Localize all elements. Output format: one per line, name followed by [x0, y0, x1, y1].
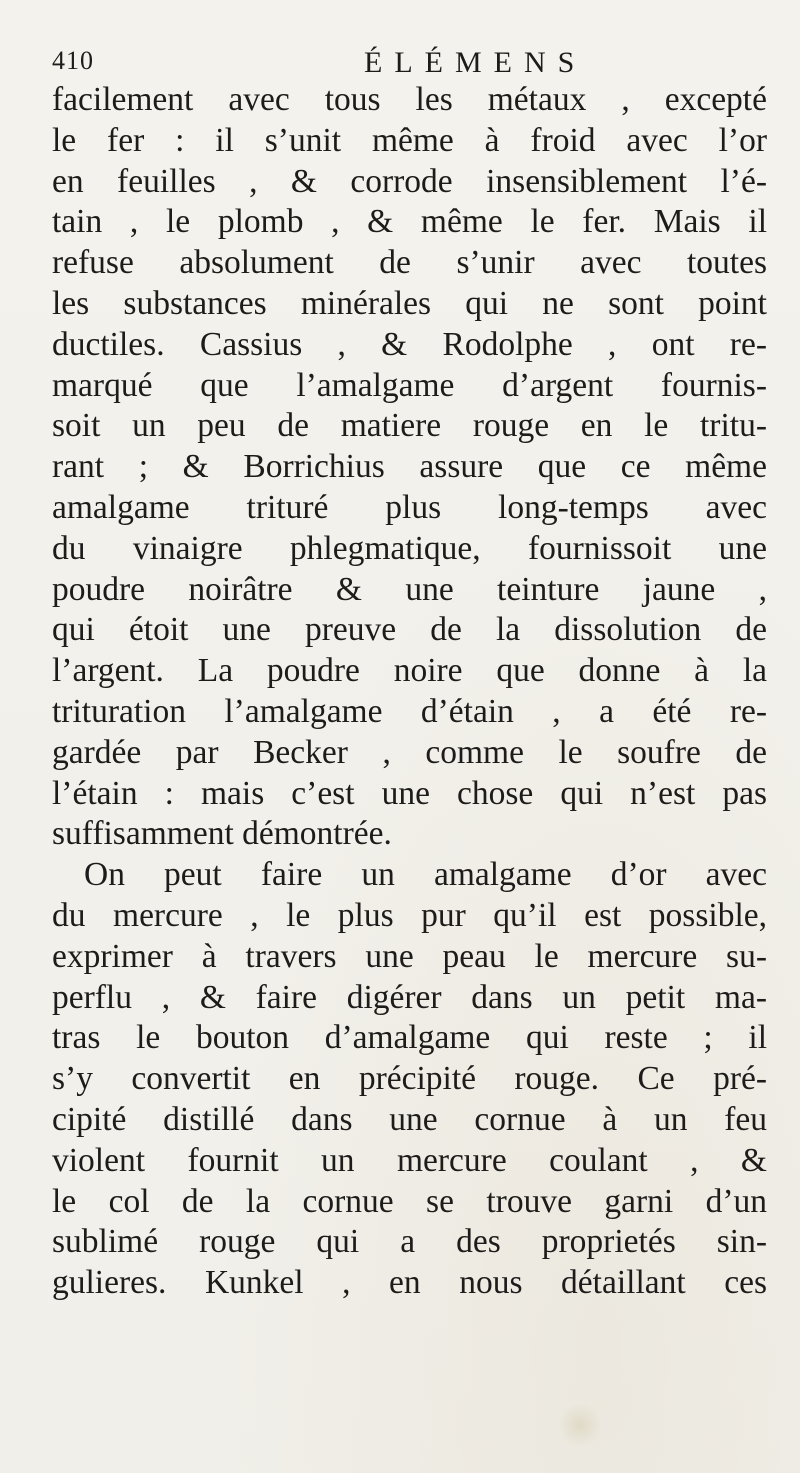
- text-line: sublimé rouge qui a des proprietés sin-: [52, 1223, 767, 1261]
- text-line: gardée par Becker , comme le soufre de: [52, 733, 767, 771]
- text-line: qui étoit une preuve de la dissolution de: [52, 611, 767, 649]
- text-line: gulieres. Kunkel , en nous détaillant ces: [52, 1264, 767, 1302]
- page-number: 410: [52, 46, 94, 75]
- text-line: soit un peu de matiere rouge en le tritu-: [52, 407, 767, 445]
- text-line: en feuilles , & corrode insensiblement l’é-: [52, 162, 767, 200]
- text-line: rant ; & Borrichius assure que ce même: [52, 448, 767, 486]
- text-line: le col de la cornue se trouve garni d’un: [52, 1182, 767, 1220]
- text-line: s’y convertit en précipité rouge. Ce pré-: [52, 1060, 767, 1098]
- body-text: [52, 80, 767, 1304]
- text-line: les substances minérales qui ne sont point: [52, 284, 767, 322]
- text-line: trituration l’amalgame d’étain , a été re-: [52, 692, 767, 730]
- paper-stain: [560, 1400, 600, 1450]
- text-line: amalgame trituré plus long-temps avec: [52, 488, 767, 526]
- text-line: violent fournit un mercure coulant , &: [52, 1141, 767, 1179]
- text-line: cipité distillé dans une cornue à un feu: [52, 1100, 767, 1138]
- text-line: poudre noirâtre & une teinture jaune ,: [52, 570, 767, 608]
- text-line: l’étain : mais c’est une chose qui n’est pas: [52, 774, 767, 812]
- text-line: facilement avec tous les métaux , excepté: [52, 81, 767, 118]
- text-line: refuse absolument de s’unir avec toutes: [52, 244, 767, 282]
- text-line: tras le bouton d’amalgame qui reste ; il: [52, 1019, 767, 1057]
- text-line: du mercure , le plus pur qu’il est possible,: [52, 896, 767, 934]
- text-line: ductiles. Cassius , & Rodolphe , ont re-: [52, 325, 767, 363]
- text-line: tain , le plomb , & même le fer. Mais il: [52, 203, 767, 241]
- text-line: du vinaigre phlegmatique, fournissoit une: [52, 529, 767, 567]
- running-title: ÉLÉMENS: [364, 46, 587, 79]
- paragraph-end-line: suffisamment démontrée.: [52, 815, 392, 853]
- text-line: marqué que l’amalgame d’argent fournis-: [52, 366, 767, 404]
- text-line: l’argent. La poudre noire que donne à la: [52, 652, 767, 690]
- text-line: exprimer à travers une peau le mercure su-: [52, 937, 767, 975]
- text-line: le fer : il s’unit même à froid avec l’or: [52, 121, 767, 159]
- paragraph-start-line: On peut faire un amalgame d’or avec: [84, 856, 767, 894]
- text-line: perflu , & faire digérer dans un petit ma-: [52, 978, 767, 1016]
